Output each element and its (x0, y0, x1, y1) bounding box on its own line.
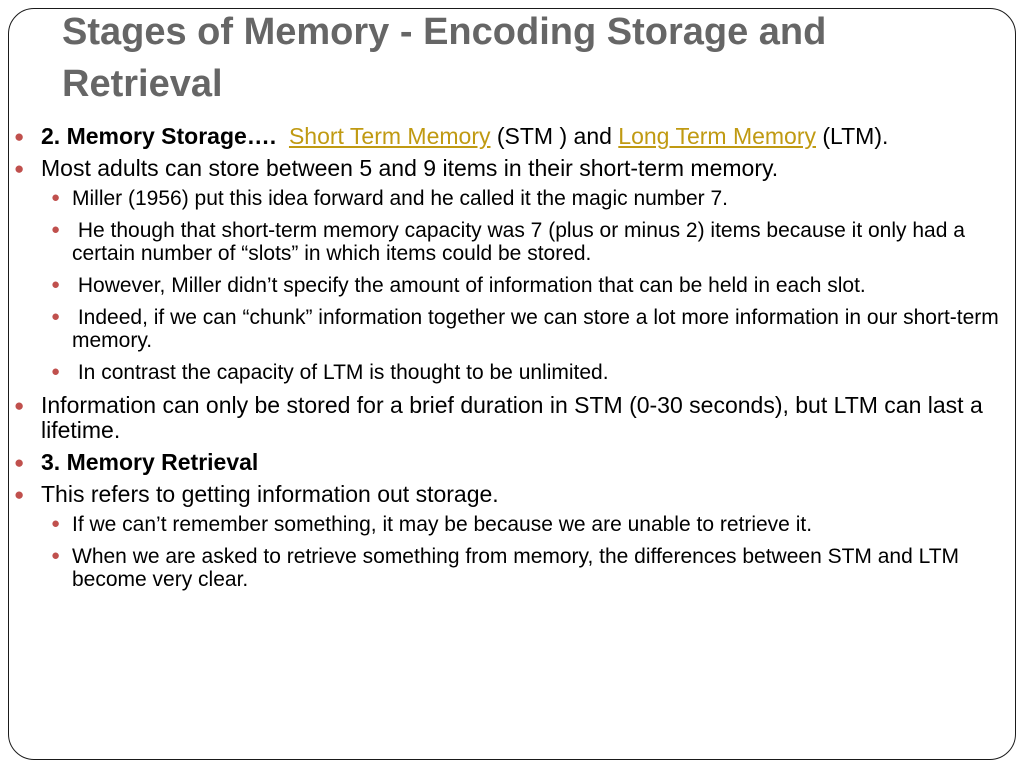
stm-text: (STM ) and (490, 123, 619, 149)
bullet-icon: ● (51, 276, 61, 293)
sub-bullet-text: When we are asked to retrieve something from memory, the differences between STM and LTM become very clear. (72, 545, 960, 591)
long-term-memory-link[interactable]: Long Term Memory (618, 123, 816, 149)
sub-bullet-text: Miller (1956) put this idea forward and he called it the magic number 7. (72, 187, 729, 210)
bullet-text: This refers to getting information out storage. (41, 481, 499, 507)
sub-bullet-slot-size (14, 274, 1016, 297)
bullet-duration (14, 393, 1016, 443)
sub-bullet-text: However, Miller didn’t specify the amount of information that can be held in each slot. (72, 274, 866, 297)
bullet-icon: ● (14, 453, 25, 472)
bullet-icon: ● (51, 189, 61, 206)
slide-content (14, 124, 1016, 600)
slide-title: Stages of Memory - Encoding Storage and Retrieval (62, 11, 827, 105)
sub-bullet-chunking (14, 306, 1016, 352)
bullet-stm-capacity (14, 156, 1016, 384)
sub-bullet-list (41, 513, 1016, 591)
bullet-icon: ● (14, 127, 25, 146)
sub-bullet-text: If we can’t remember something, it may be because we are unable to retrieve it. (72, 513, 813, 536)
bullet-text: Information can only be stored for a brief duration in STM (0-30 seconds), but LTM can last a lifetime. (41, 392, 983, 443)
ltm-text: (LTM). (816, 123, 889, 149)
short-term-memory-link[interactable]: Short Term Memory (288, 123, 491, 149)
sub-bullet-text: He though that short-term memory capacity was 7 (plus or minus 2) items because it only had a certain number of “slots” in which items could be stored. (72, 219, 971, 265)
bullet-icon: ● (14, 485, 25, 504)
sub-bullet-stm-ltm-differences (14, 545, 1016, 591)
sub-bullet-unable-retrieve (14, 513, 1016, 536)
memory-storage-heading: 2. Memory Storage…. (41, 123, 277, 149)
bullet-icon: ● (51, 308, 61, 325)
sub-bullet-text: Indeed, if we can “chunk” information together we can store a lot more information in our short-term memory. (72, 306, 1005, 352)
sub-bullet-miller (14, 187, 1016, 210)
sub-bullet-slots (14, 219, 1016, 265)
bullet-memory-retrieval (14, 450, 1016, 475)
bullet-retrieval-definition (14, 482, 1016, 591)
sub-bullet-text: In contrast the capacity of LTM is thought to be unlimited. (72, 361, 609, 384)
bullet-icon: ● (51, 221, 61, 238)
bullet-icon: ● (51, 363, 61, 380)
bullet-text: Most adults can store between 5 and 9 items in their short-term memory. (41, 155, 779, 181)
bullet-icon: ● (14, 159, 25, 178)
bullet-icon: ● (51, 547, 61, 564)
sub-bullet-ltm-capacity (14, 361, 1016, 384)
memory-retrieval-heading: 3. Memory Retrieval (41, 449, 259, 475)
bullet-icon: ● (14, 396, 25, 415)
sub-bullet-list (41, 187, 1016, 384)
bullet-list (14, 124, 1016, 591)
bullet-memory-storage (14, 124, 1016, 149)
bullet-icon: ● (51, 515, 61, 532)
